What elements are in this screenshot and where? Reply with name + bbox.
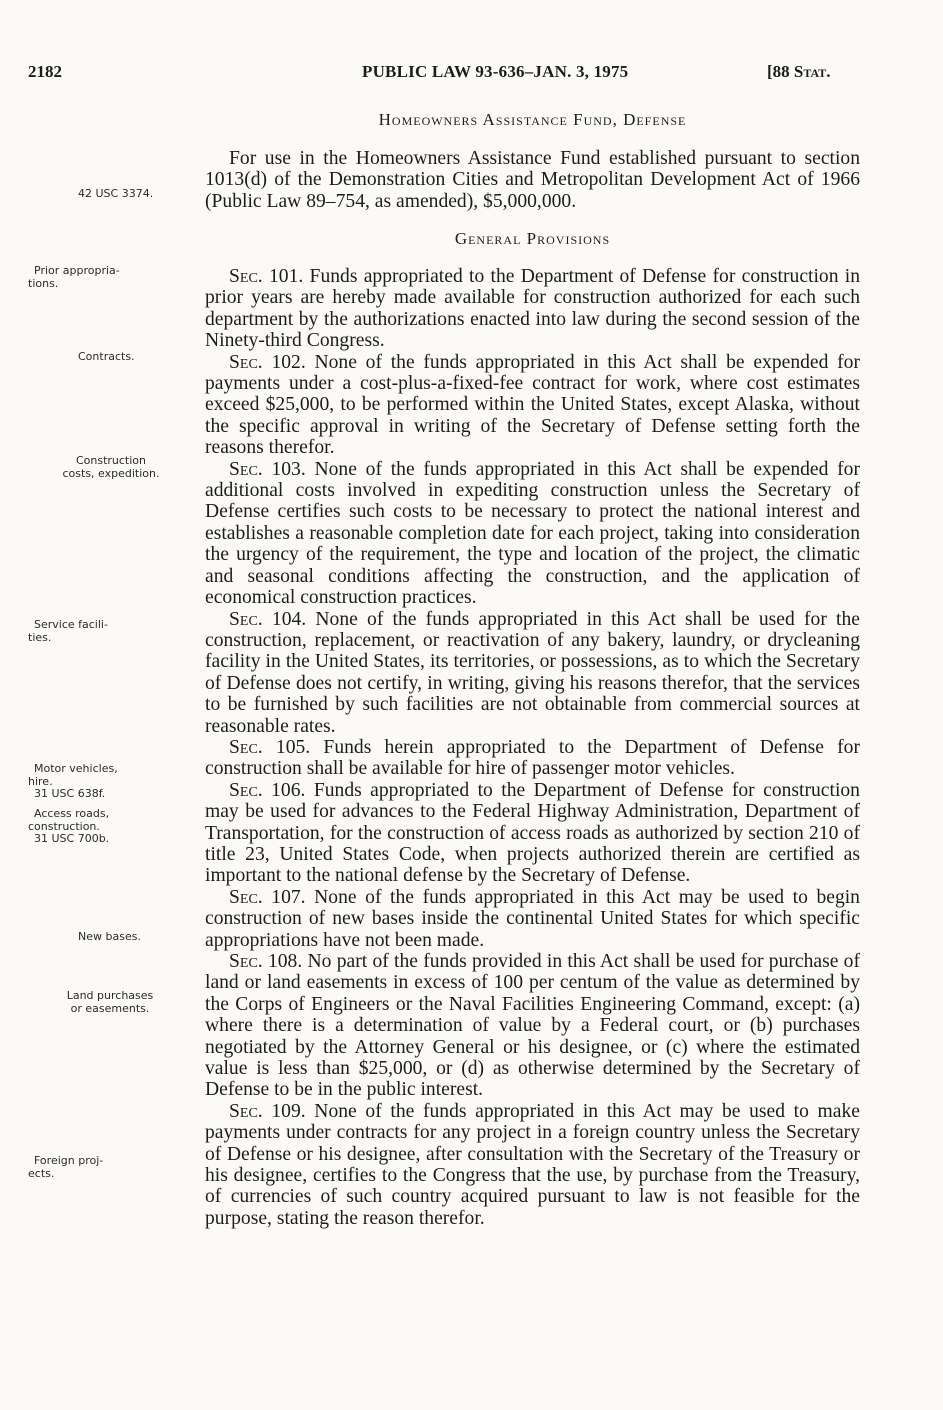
sec-abbr: Sec. xyxy=(229,779,263,801)
section-103 xyxy=(205,459,860,609)
sec-abbr: Sec. xyxy=(229,351,263,373)
sec-abbr: Sec. xyxy=(229,736,263,758)
margin-note-contracts xyxy=(78,351,246,364)
section-number: 102. xyxy=(271,351,306,373)
sec-abbr: Sec. xyxy=(229,951,263,972)
margin-note-line: Construction xyxy=(75,454,147,467)
section-104 xyxy=(205,609,860,737)
margin-note-line: 31 USC 638f. xyxy=(34,787,106,800)
margin-note-line: tions. xyxy=(28,276,59,290)
margin-note-line: Service facili- xyxy=(34,618,108,631)
margin-note-construction-costs xyxy=(28,455,194,480)
section-text: Funds appropriated to the Department of Defense for construction in prior years are hereby made available for construction authorized for each such department by the authorizations enacted into law during the second session of the Ninety-third Congress. xyxy=(205,266,861,352)
margin-note-line: Motor vehicles, xyxy=(34,762,118,775)
margin-note-land-purchases xyxy=(28,990,192,1015)
margin-note-line: hire. xyxy=(28,774,53,788)
page-number: 2182 xyxy=(28,62,62,81)
sec-abbr: Sec. xyxy=(229,1100,263,1122)
section-text: None of the funds appropriated in this Act may be used to make payments under contracts for any project in a foreign country unless the Secretary of Defense or his designee, after consultation with the Secretary of the Treasury or his designee, certifies to the Congress that the use, by purchase from the Treasury, of currencies of such country acquired pursuant to law is not feasible for the purpose, stating the reason therefor. xyxy=(205,1100,860,1229)
margin-note-access-roads xyxy=(28,808,196,846)
margin-note-motor-vehicles xyxy=(28,763,196,801)
section-number: 101. xyxy=(268,266,304,287)
volume-reference xyxy=(767,62,831,82)
section-101 xyxy=(205,266,860,352)
margin-note-line: Land purchases xyxy=(66,989,154,1002)
section-text: None of the funds appropriated in this Act may be used to begin construction of new bases inside the continental United States for which specific appropriations have not been made. xyxy=(205,886,860,951)
section-text: Funds herein appropriated to the Department of Defense for construction shall be available for hire of passenger motor vehicles. xyxy=(205,736,860,780)
section-105 xyxy=(205,737,860,780)
margin-note-line: Access roads, xyxy=(34,807,110,820)
running-title: PUBLIC LAW 93-636–JAN. 3, 1975 xyxy=(362,62,629,81)
margin-note-line: construction. xyxy=(28,819,100,833)
section-text: Funds appropriated to the Department of Defense for construction may be used for advances to the Federal Highway Administration, Department of Transportation, for the construction of access roads as authorized by section 210 of title 23, United States Code, when projects authorized therein are certified as important to the national defense by the Secretary of Defense. xyxy=(205,779,860,887)
sec-abbr: Sec. xyxy=(229,886,263,908)
margin-note-foreign-projects xyxy=(28,1155,196,1180)
sec-abbr: Sec. xyxy=(229,266,263,287)
margin-note-line: Prior appropria- xyxy=(34,264,120,277)
section-number: 103. xyxy=(271,458,306,480)
section-number: 106. xyxy=(271,779,306,801)
margin-note-line: Foreign proj- xyxy=(34,1154,104,1167)
section-text: None of the funds appropriated in this Act shall be expended for payments under a cost-plus-a-fixed-fee contract for work, where cost estimates exceed $25,000, to be performed within the United States, except Alaska, without the specific approval in writing of the Secretary of Defense setting forth the reasons therefor. xyxy=(205,351,861,459)
section-number: 105. xyxy=(275,736,311,758)
section-number: 109. xyxy=(271,1100,306,1122)
margin-note-new-bases xyxy=(78,931,246,944)
section-number: 108. xyxy=(267,951,303,972)
general-provisions-body xyxy=(205,266,860,1229)
margin-note-line: 31 USC 700b. xyxy=(34,832,110,845)
section-102 xyxy=(205,352,860,459)
section-number: 104. xyxy=(271,608,307,630)
section-109 xyxy=(205,1101,860,1229)
margin-note-line: ects. xyxy=(28,1166,55,1180)
section-text: None of the funds appropriated in this Act shall be expended for additional costs involved in expediting construction unless the Secretary of Defense certifies such costs to be necessary to protect the national interest and establishes a reasonable completion date for each project, taking into consideration the urgency of the requirement, the type and location of the project, the climatic and seasonal conditions affecting the construction, and the application of economical construction practices. xyxy=(205,458,861,609)
margin-note-line: Contracts. xyxy=(78,350,135,363)
section-text: None of the funds appropriated in this Act shall be used for the construction, replacement, or reactivation of any bakery, laundry, or drycleaning facility in the United States, its territories, or possessions, as to which the Secretary of Defense does not certify, in writing, giving his reasons therefor, that the services to be furnished by such facilities are not obtainable from commercial sources at reasonable rates. xyxy=(205,608,860,737)
volume-suffix: Stat. xyxy=(793,62,831,81)
section-106 xyxy=(205,780,860,887)
margin-note-line: ties. xyxy=(28,630,52,644)
margin-note-line: costs, expedition. xyxy=(62,466,160,480)
margin-note-service-facilities xyxy=(28,619,196,644)
intro-paragraph: For use in the Homeowners Assistance Fund established pursuant to section 1013(d) of the Demonstration Cities and Metropolitan Development Act of 1966 (Public Law 89–754, as amended), $5,000,000. xyxy=(205,148,860,212)
margin-note-prior-appropriations xyxy=(28,265,196,290)
margin-note-usc-3374 xyxy=(78,188,246,201)
margin-note-line: 42 USC 3374. xyxy=(78,187,154,200)
margin-note-line: or easements. xyxy=(70,1001,150,1015)
volume-prefix: [88 xyxy=(767,62,794,81)
sec-abbr: Sec. xyxy=(229,458,263,480)
sec-abbr: Sec. xyxy=(229,608,263,630)
margin-note-line: New bases. xyxy=(78,930,141,943)
section-108 xyxy=(205,951,860,1101)
heading-general-provisions: General Provisions xyxy=(454,229,611,248)
section-text: No part of the funds provided in this Act shall be used for purchase of land or land easements in excess of 100 per centum of the value as determined by the Corps of Engineers or the Naval Facilities Engineering Command, except: (a) where there is a determination of value by a Federal court, or (b) purchases negotiated by the Attorney General or his designee, or (c) where the estimated value is less than $25,000, or (d) as otherwise determined by the Secretary of Defense to be in the public interest. xyxy=(205,951,860,1101)
section-107 xyxy=(205,887,860,951)
section-number: 107. xyxy=(271,886,306,908)
heading-homeowners-assistance-fund: Homeowners Assistance Fund, Defense xyxy=(378,110,687,129)
